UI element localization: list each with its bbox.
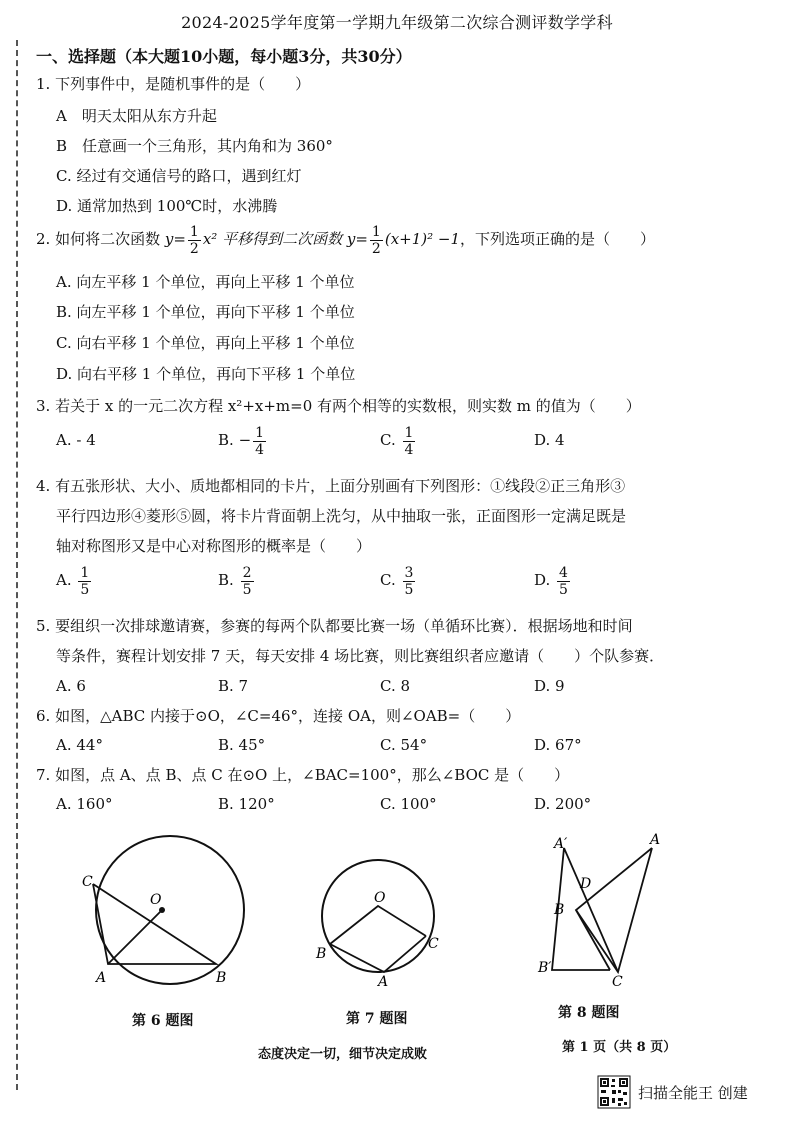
question-3-stem: 3. 若关于 x 的一元二次方程 x²+x+m=0 有两个相等的实数根，则实数 m 的值为（ ） — [36, 397, 641, 415]
section-heading: 一、选择题（本大题10小题，每小题3分，共30分） — [36, 47, 412, 66]
fig8-label-d: D — [580, 876, 592, 892]
question-2-prefix: 2. 如何将二次函数 — [36, 230, 161, 248]
option-fraction — [253, 425, 266, 458]
question-1-option-d: D. 通常加热到 100℃时，水沸腾 — [56, 197, 278, 215]
option-label: C. — [380, 431, 396, 449]
question-6-option-b: B. 45° — [218, 736, 266, 754]
option-label: A. — [56, 571, 72, 589]
fig8-segment-a1c — [564, 848, 618, 972]
fraction-numerator: 1 — [189, 223, 199, 240]
fraction-denominator: 5 — [80, 581, 90, 598]
question-2-func2-fraction — [370, 224, 383, 257]
option-label: B. — [218, 571, 234, 589]
fraction-denominator: 4 — [255, 441, 265, 458]
fig6-label-b: B — [216, 970, 227, 986]
fraction-numerator: 1 — [404, 424, 414, 441]
question-2-func1-lhs: y= — [164, 230, 186, 248]
fraction-numerator: 3 — [404, 564, 414, 581]
question-6-stem: 6. 如图，△ABC 内接于⊙O，∠C=46°，连接 OA，则∠OAB=（ ） — [36, 707, 521, 725]
option-label: C. — [380, 571, 396, 589]
question-3-option-b — [218, 420, 268, 460]
question-6-option-d: D. ⁠67° — [534, 736, 582, 754]
question-6-option-c: C. 54° — [380, 736, 428, 754]
fraction-numerator: 1 — [255, 424, 265, 441]
question-7-option-d: D. 200° — [534, 795, 592, 813]
fig7-label-o: O — [374, 890, 386, 906]
question-1-option-c: C. 经过有交通信号的路口，遇到红灯 — [56, 167, 302, 185]
question-5-line-1: 5. 要组织一次排球邀请赛，参赛的每两个队都要比赛一场（单循环比赛）．根据场地和时间 — [36, 617, 633, 635]
question-7-option-c: C. 100° — [380, 795, 437, 813]
fraction-denominator: 2 — [189, 240, 199, 257]
binding-margin-line — [16, 40, 18, 1090]
option-fraction — [403, 425, 416, 458]
fig8-label-a-prime: A′ — [554, 836, 568, 852]
question-4-option-b — [218, 560, 256, 600]
question-4-line-2: 平行四边形④菱形⑤圆，将卡片背面朝上洗匀，从中抽取一张，正面图形一定满足既是 — [56, 507, 627, 525]
scanner-watermark-label: 扫描全能王 创建 — [638, 1084, 748, 1102]
figure-6 — [78, 830, 258, 990]
question-1-option-a: A 明天太阳从东方升起 — [56, 107, 217, 125]
question-4-option-a — [56, 560, 93, 600]
fraction-numerator: 1 — [80, 564, 90, 581]
fraction-denominator: 5 — [404, 581, 414, 598]
fig8-label-c: C — [612, 974, 623, 990]
footer-motto: 态度决定一切，细节决定成败 — [258, 1047, 428, 1062]
fig8-label-b-prime: B′ — [538, 960, 552, 976]
question-4-line-3: 轴对称图形又是中心对称图形的概率是（ ） — [56, 537, 372, 555]
question-1-option-b: B 任意画一个三角形，其内角和为 360° — [56, 137, 333, 155]
minus-sign: − — [238, 431, 252, 449]
fraction-numerator: 4 — [559, 564, 568, 581]
question-2-option-c: C. 向右平移 1 个单位，再向上平移 1 个单位 — [56, 334, 355, 352]
fig6-circle — [96, 836, 244, 984]
question-6-option-a: A. 44° — [56, 736, 103, 754]
question-2-option-d: D. 向右平移 1 个单位，再向下平移 1 个单位 — [56, 365, 356, 383]
page-title: 2024-2025学年度第一学期九年级第二次综合测评数学学科 — [181, 13, 613, 32]
question-5-option-d: D. 9 — [534, 677, 565, 695]
option-fraction — [403, 565, 416, 598]
fig7-label-c: C — [428, 936, 439, 952]
question-5-line-2: 等条件，赛程计划安排 7 天，每天安排 4 场比赛，则比赛组织者应邀请（ ）个队参赛． — [56, 647, 665, 665]
fig7-central-angle — [330, 906, 426, 944]
question-2-stem — [36, 222, 655, 257]
fig6-segment-oa — [108, 910, 162, 964]
fig7-circle — [322, 860, 434, 972]
fig7-inscribed-angle — [330, 936, 426, 972]
question-1-stem: 1. 下列事件中，是随机事件的是（ ） — [36, 75, 311, 93]
question-5-option-b: B. 7 — [218, 677, 249, 695]
question-7-option-a: A. 160° — [56, 795, 113, 813]
question-2-suffix: ，下列选项正确的是（ ） — [460, 230, 656, 248]
question-7-option-b: B. 120° — [218, 795, 275, 813]
question-4-line-1: 4. 有五张形状、大小、质地都相同的卡片，上面分别画有下列图形：①线段②正三角形③ — [36, 477, 626, 495]
page-number: 第 1 页（共 8 页） — [562, 1040, 677, 1055]
fraction-denominator: 5 — [242, 581, 252, 598]
figure-6-caption: 第 6 题图 — [132, 1013, 194, 1029]
question-2-func1-rest: x² 平移得到二次函数 — [202, 230, 343, 248]
option-fraction — [241, 565, 254, 598]
fig6-label-a: A — [96, 970, 107, 986]
question-4-option-d — [534, 560, 572, 600]
question-2-option-a: A. 向左平移 1 个单位，再向上平移 1 个单位 — [56, 273, 355, 291]
question-2-option-b: B. 向左平移 1 个单位，再向下平移 1 个单位 — [56, 303, 355, 321]
fraction-denominator: 4 — [404, 441, 414, 458]
question-5-option-c: C. 8 — [380, 677, 411, 695]
fig7-label-b: B — [316, 946, 327, 962]
fig8-label-a: A — [650, 832, 661, 848]
question-2-func2-rest: (x+1)² −1 — [384, 230, 461, 248]
figure-8 — [540, 826, 680, 996]
option-label: B. — [218, 431, 234, 449]
fig7-label-a: A — [378, 974, 389, 990]
question-7-stem: 7. 如图，点 A、点 B、点 C 在⊙O 上，∠BAC=100°，那么∠BOC 是（ ） — [36, 766, 570, 784]
fig8-triangle-abc — [576, 848, 652, 972]
question-3-option-c — [380, 420, 417, 460]
option-fraction — [78, 565, 91, 598]
question-4-option-c — [380, 560, 417, 600]
fraction-denominator: 2 — [371, 240, 381, 257]
fraction-numerator: 1 — [371, 223, 381, 240]
fig6-label-c: C — [82, 874, 93, 890]
figure-7 — [310, 850, 450, 990]
fig8-label-b: B — [554, 902, 565, 918]
question-2-func2-lhs: y= — [346, 230, 368, 248]
fraction-denominator: 5 — [559, 581, 568, 598]
question-3-option-d: D. 4 — [534, 431, 565, 449]
figure-7-caption: 第 7 题图 — [346, 1011, 408, 1027]
question-2-func1-fraction — [188, 224, 201, 257]
question-5-option-a: A. 6 — [56, 677, 86, 695]
question-3-option-a: A. - 4 — [56, 431, 96, 449]
qr-code-icon — [598, 1076, 630, 1108]
fig6-label-o: O — [150, 892, 162, 908]
option-fraction — [557, 565, 570, 598]
figure-8-caption: 第 8 题图 — [558, 1005, 620, 1021]
fraction-numerator: 2 — [242, 564, 252, 581]
option-label: D. — [534, 571, 551, 589]
